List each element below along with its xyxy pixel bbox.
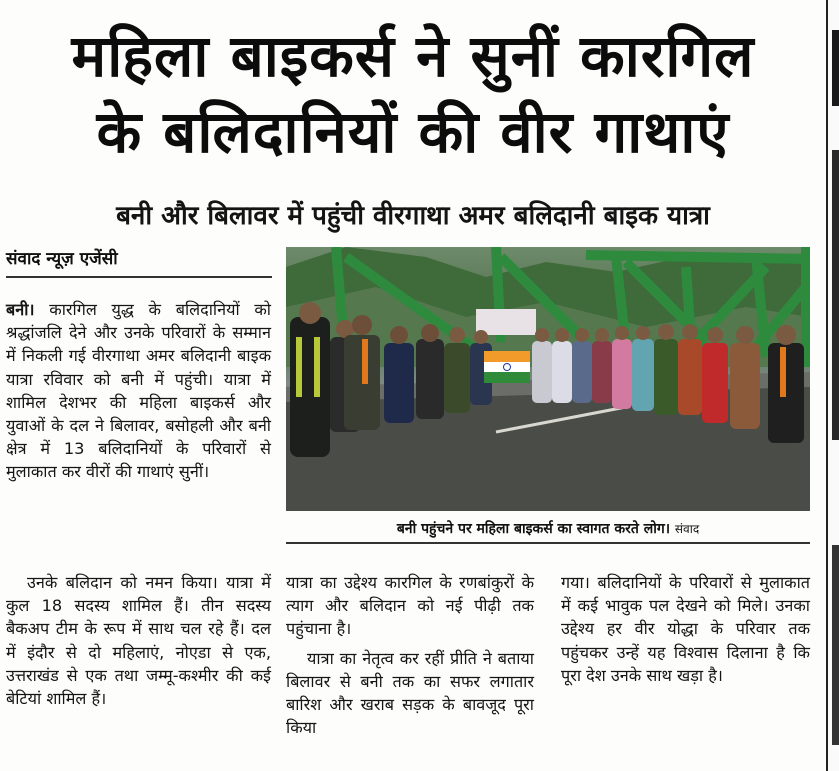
photo-caption	[286, 516, 810, 544]
headline-line-1: महिला बाइकर्स ने सुनीं कारगिल	[71, 22, 755, 90]
previous-article-cutoff	[0, 0, 839, 8]
dateline: बनी।	[6, 300, 35, 319]
subheadline: बनी और बिलावर में पहुंची वीरगाथा अमर बलिदानी बाइक यात्रा	[116, 201, 710, 231]
headline-line-2: के बलिदानियों की वीर गाथाएं	[96, 98, 730, 166]
article-paragraph-4: यात्रा का नेतृत्व कर रहीं प्रीति ने बताया बिलावर से बनी तक का सफर लगातार बारिश और खराब सड़क के बावजूद पूरा किया	[286, 648, 534, 738]
article-paragraph-5: गया। बलिदानियों के परिवारों से मुलाकात में कई भावुक पल देखने को मिले। उनका उद्देश्य हर वीर योद्धा के परिवार तक पहुंचकर उन्हें यह विश्वास दिलाना है कि पूरा देश उनके साथ खड़ा है।	[561, 573, 810, 685]
article-column-1-top	[6, 298, 271, 484]
byline: संवाद न्यूज़ एजेंसी	[6, 248, 272, 278]
headline	[0, 18, 826, 170]
article-paragraph-2: उनके बलिदान को नमन किया। यात्रा में कुल 18 सदस्य शामिल हैं। तीन सदस्य बैकअप टीम के रूप में साथ चल रहे हैं। दल में इंदौर से दो महिलाएं, नोएडा से एक, उत्तराखंड से एक तथा जम्मू-कश्मीर की कई बेटियां शामिल हैं।	[6, 573, 271, 709]
adjacent-column-edge	[826, 0, 839, 771]
article-paragraph-3: यात्रा का उद्देश्य कारगिल के रणबांकुरों के त्याग और बलिदान को नई पीढ़ी तक पहुंचाना है।	[286, 573, 534, 639]
paragraph-1-text: कारगिल युद्ध के बलिदानियों को श्रद्धांजलि देने और उनके परिवारों के सम्मान में निकली गई वीरगाथा अमर बलिदानी बाइक यात्रा रविवार को बनी में पहुंची। यात्रा में शामिल देशभर की महिला बाइकर्स और युवाओं के दल ने बिलावर, बसोहली और बनी क्षेत्र में 13 बलिदानियों के परिवारों से मुलाकात कर वीरों की गाथाएं सुनीं।	[6, 300, 271, 482]
article-paragraph-1	[6, 298, 271, 484]
news-photo	[286, 247, 810, 511]
article-column-1-bottom	[6, 571, 271, 710]
photo-illustration	[286, 247, 810, 511]
article-column-3	[561, 571, 810, 687]
article-column-2	[286, 571, 534, 739]
caption-source: संवाद	[674, 522, 700, 536]
caption-text: बनी पहुंचने पर महिला बाइकर्स का स्वागत करते लोग।	[396, 521, 671, 537]
